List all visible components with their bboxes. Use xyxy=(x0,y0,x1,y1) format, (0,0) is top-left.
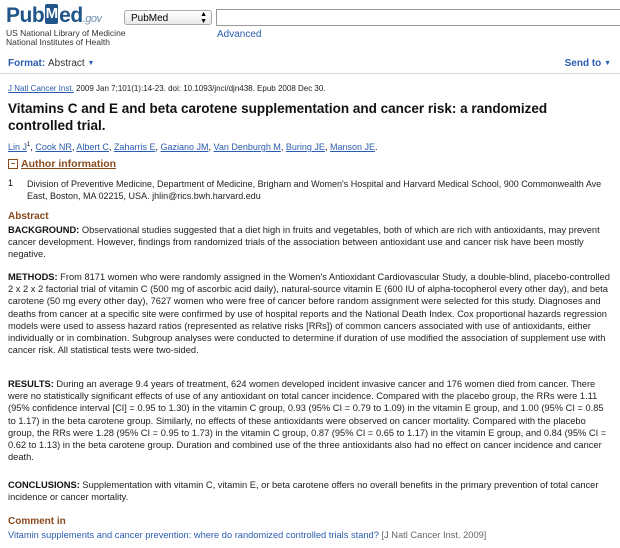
comment-in-heading: Comment in xyxy=(8,516,66,527)
abstract-results xyxy=(8,378,612,463)
author-link[interactable]: Van Denburgh M xyxy=(213,142,281,152)
section-label: RESULTS: xyxy=(8,379,54,389)
format-menu[interactable] xyxy=(8,58,94,69)
select-arrows-icon: ▲ ▼ xyxy=(200,11,207,25)
section-label: BACKGROUND: xyxy=(8,225,80,235)
section-text: Supplementation with vitamin C, vitamin E, or beta carotene offers no overall benefits in the primary prevention of total cancer incidence or cancer mortality. xyxy=(8,480,599,503)
affiliation-number: 1 xyxy=(8,178,14,188)
author-link[interactable]: Gaziano JM xyxy=(160,142,209,152)
format-value: Abstract xyxy=(48,58,85,69)
send-to-menu[interactable] xyxy=(565,58,611,69)
citation-line xyxy=(8,84,326,93)
author-link[interactable]: Lin J xyxy=(8,142,28,152)
section-text: Observational studies suggested that a diet high in fruits and vegetables, both of which are rich with antioxidants, may prevent cancer development. However, findings from randomized trials of the association between antioxidant use and cancer risk have been mostly negative. xyxy=(8,225,600,260)
author-information-toggle[interactable] xyxy=(8,158,116,170)
pubmed-logo[interactable] xyxy=(6,4,101,28)
author-link[interactable]: Zaharris E xyxy=(113,142,156,152)
display-toolbar xyxy=(0,53,620,74)
nih-link[interactable]: National Institutes of Health xyxy=(6,37,110,47)
format-label: Format: xyxy=(8,58,46,69)
article-title: Vitamins C and E and beta carotene supplementation and cancer risk: a randomized controlled trial. xyxy=(8,101,548,133)
comment-item xyxy=(8,530,486,540)
database-select-value: PubMed xyxy=(131,13,169,24)
abstract-methods xyxy=(8,271,612,356)
abstract-conclusions xyxy=(8,479,612,503)
author-link[interactable]: Buring JE xyxy=(285,142,325,152)
author-information-label: Author information xyxy=(21,158,117,170)
chevron-down-icon: ▼ xyxy=(604,59,611,67)
section-label: CONCLUSIONS: xyxy=(8,480,80,490)
section-text: From 8171 women who were randomly assigned in the Women's Antioxidant Cardiovascular Study, a double-blind, placebo-controlled 2 x 2 x 2 factorial trial of vitamin C (500 mg of ascorbic acid daily), natural-source vitamin E (600 IU of alpha-tocopherol every other day), and beta carotene (50 mg every other day), 7627 women who were free of cancer before random assignment were selected for this study. Diagnoses and deaths from cancer at a specific site were confirmed by use of hospital reports and the National Death Index. Cox proportional hazards regression models were used to assess hazard ratios (represented as relative risks [RRs]) of common cancers associated with use of antioxidants, either individually or in combination. Subgroup analyses were conducted to determine if duration of use modified the association of supplement use with cancer risk. All statistical tests were two-sided. xyxy=(8,272,610,356)
author-list: Lin $J^1$, Cook NR, Albert C, Zaharris E, Gaziano JM, Van Denburgh M, Buring JE, Manson JE. xyxy=(8,142,378,152)
advanced-search-link[interactable]: Advanced xyxy=(217,29,262,40)
logo-badge: M xyxy=(45,5,58,22)
comment-source: [J Natl Cancer Inst. 2009] xyxy=(378,530,487,540)
journal-link[interactable]: J Natl Cancer Inst. xyxy=(8,84,74,93)
nlm-link[interactable]: US National Library of Medicine xyxy=(6,28,126,38)
logo-ed-text: ed xyxy=(59,4,83,27)
author-link[interactable]: Cook NR xyxy=(35,142,72,152)
citation-details: 2009 Jan 7;101(1):14-23. doi: 10.1093/jnci/djn438. Epub 2008 Dec 30. xyxy=(73,84,326,93)
section-label: METHODS: xyxy=(8,272,58,282)
chevron-down-icon: ▼ xyxy=(87,59,95,67)
logo-gov-text: .gov xyxy=(82,13,102,25)
affiliation-text: Division of Preventive Medicine, Department of Medicine, Brigham and Women's Hospital and Harvard Medical School, 900 Commonwealth Ave East, Boston, MA 02215, USA. jhlin@rics.bwh.harvard.edu xyxy=(27,179,602,201)
author-link[interactable]: Manson JE xyxy=(329,142,375,152)
site-header xyxy=(0,0,620,46)
section-text: During an average 9.4 years of treatment, 624 women developed incident invasive cancer and 176 women died from cancer. There were no statistically significant effects of use of any antioxidant on total cancer incidence. Compared with the placebo group, the RRs were 1.11 (95% confidence interval [CI] = 0.95 to 1.30) in the vitamin C group, 0.93 (95% CI = 0.79 to 1.09) in the vitamin E group, and 1.00 (95% CI = 0.85 to 1.17) in the beta carotene group. Similarly, no effects of these antioxidants were observed on cancer mortality. Compared with the placebo group, the RRs were 1.28 (95% CI = 0.95 to 1.73) in the vitamin C group, 0.87 (95% CI = 0.65 to 1.17) in the vitamin E group, and 0.84 (95% CI = 0.62 to 1.13) in the beta carotene group. Duration and combined use of the three antioxidants also had no effect on cancer incidence and cancer death. xyxy=(8,379,607,463)
author-affiliation-sup: 1 xyxy=(27,142,31,148)
abstract-heading: Abstract xyxy=(8,211,49,222)
send-to-label: Send to xyxy=(564,58,602,69)
collapse-icon: − xyxy=(8,159,18,169)
search-input[interactable] xyxy=(216,9,620,26)
database-select[interactable] xyxy=(124,10,212,25)
abstract-background xyxy=(8,224,612,261)
logo-pub-text: Pub xyxy=(6,4,45,27)
author-link[interactable]: Albert C xyxy=(76,142,109,152)
comment-link[interactable]: Vitamin supplements and cancer prevention: where do randomized controlled trials stand? xyxy=(8,530,379,540)
